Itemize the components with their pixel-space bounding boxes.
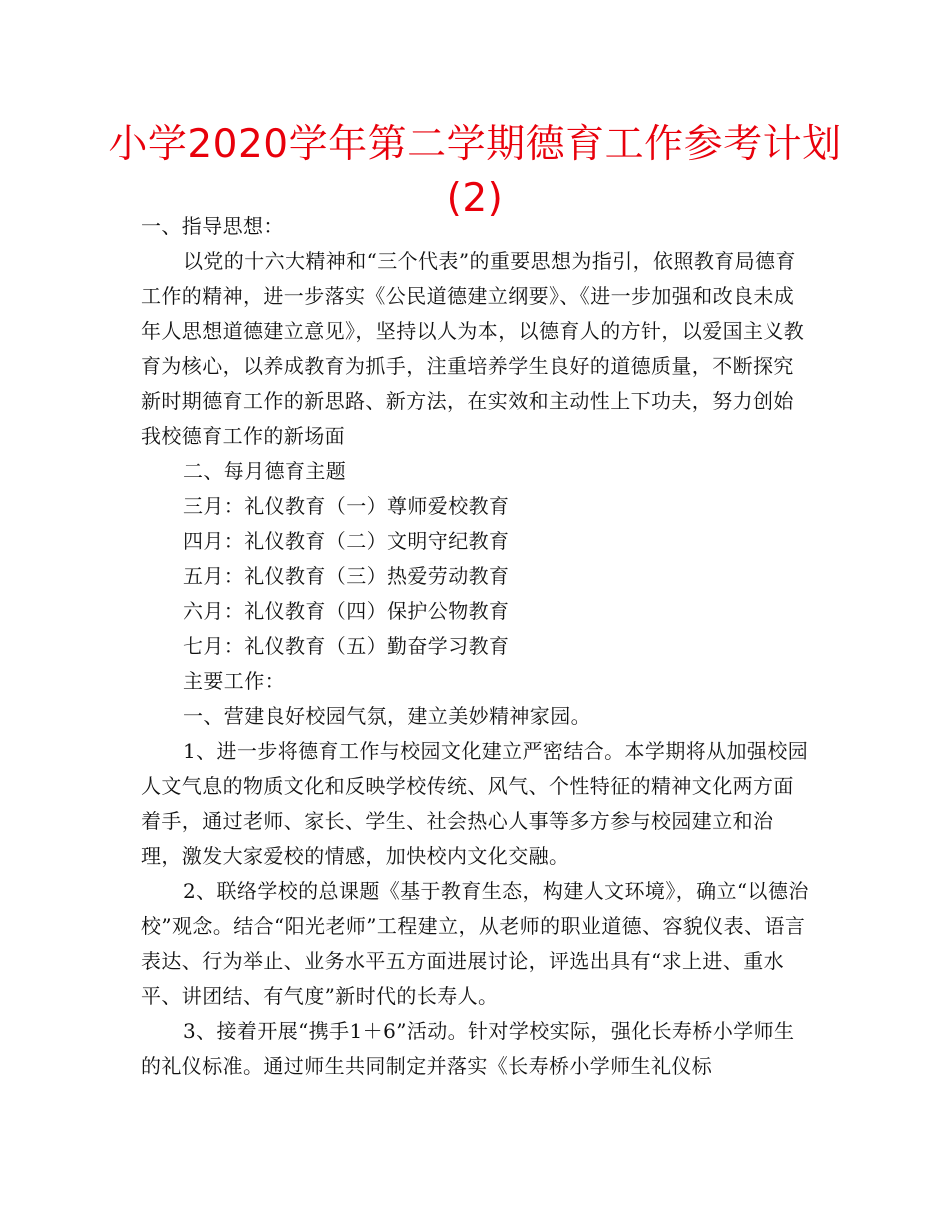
document-title: 小学2020学年第二学期德育工作参考计划(2): [108, 122, 842, 221]
paragraph-guiding-heading: 一、指导思想：: [141, 214, 284, 238]
paragraph-month-april: 四月：礼仪教育（二）文明守纪教育: [183, 529, 510, 553]
paragraph-guiding-text: 以党的十六大精神和“三个代表”的重要思想为指引，依照教育局德育工作的精神，进一步落实《公民道德建立纲要》、《进一步加强和改良未成年人思想道德建立意见》，坚持以人为本，以德育人的方针，以爱国主义教育为核心，以养成教育为抓手，注重培养学生良好的道德质量，不断探究新时期德育工作的新思路、新方法，在实效和主动性上下功夫，努力创始我校德育工作的新场面: [141, 249, 805, 448]
paragraph-month-may: 五月：礼仪教育（三）热爱劳动教育: [183, 564, 510, 588]
paragraph-month-june: 六月：礼仪教育（四）保护公物教育: [183, 599, 510, 623]
paragraph-item-2: 2、联络学校的总课题《基于教育生态，构建人文环境》，确立“以德治校”观念。结合“阳光老师”工程建立，从老师的职业道德、容貌仪表、语言表达、行为举止、业务水平五方面进展讨论，评选出具有“求上进、重水平、讲团结、有气度”新时代的长寿人。: [141, 879, 809, 1008]
paragraph-monthly-heading: 二、每月德育主题: [183, 459, 347, 483]
document-body: [141, 209, 813, 1084]
paragraph-main-work-heading: 主要工作：: [183, 669, 285, 693]
paragraph-item-3: 3、接着开展“携手1＋6”活动。针对学校实际，强化长寿桥小学师生的礼仪标准。通过师生共同制定并落实《长寿桥小学师生礼仪标: [141, 1019, 795, 1078]
paragraph-month-july: 七月：礼仪教育（五）勤奋学习教育: [183, 634, 510, 658]
paragraph-month-march: 三月：礼仪教育（一）尊师爱校教育: [183, 494, 510, 518]
paragraph-section-one-heading: 一、营建良好校园气氛，建立美妙精神家园。: [183, 704, 591, 728]
paragraph-item-1: 1、进一步将德育工作与校园文化建立严密结合。本学期将从加强校园人文气息的物质文化和反映学校传统、风气、个性特征的精神文化两方面着手，通过老师、家长、学生、社会热心人事等多方参与校园建立和治理，激发大家爱校的情感，加快校内文化交融。: [141, 739, 809, 868]
